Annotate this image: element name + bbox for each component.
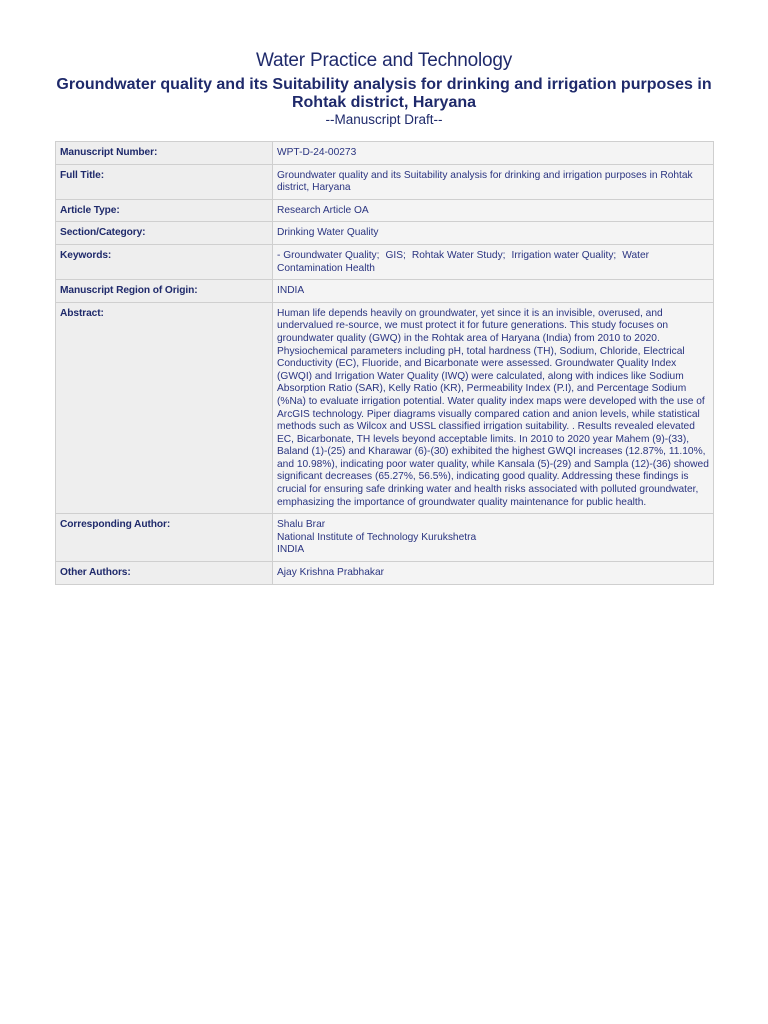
paper-title: Groundwater quality and its Suitability analysis for drinking and irrigation purposes in Rohtak district, Haryana	[56, 76, 712, 111]
keywords-label: Keywords:	[56, 244, 273, 279]
draft-label: --Manuscript Draft--	[325, 112, 443, 127]
abstract-value: Human life depends heavily on groundwater, yet since it is an invisible, overused, and undervalued re-source, we must protect it for future generations. This study focuses on groundwater quality (GWQ) in the Rohtak area of Haryana (India) from 2010 to 2020. Physiochemical parameters including pH, total hardness (TH), Sodium, Chloride, Electrical Conductivity (EC), Fluoride, and Bicarbonate were assessed. Groundwater Quality Index (GWQI) and Irrigation Water Quality (IWQ) were calculated, along with indices like Sodium Absorption Ratio (SAR), Kelly Ratio (KR), Permeability Index (P.I), and Percentage Sodium (%Na) to evaluate irrigation potential. Water quality index maps were developed with the use of ArcGIS technology. Piper diagrams visually compared cation and anion levels, while statistical methods such as Wilcox and USSL classified irrigation suitability. . Results revealed elevated EC, Bicarbonate, TH levels beyond acceptable limits. In 2010 to 2020 year Mahem (9)-(33), Baland (1)-(25) and Kharawar (6)-(30) exhibited the highest GWQI increases (12.87%, 11.10%, and 10.98%), indicating poor water quality, while Kansala (5)-(29) and Sampla (12)-(36) showed significant decreases (65.27%, 56.5%), indicating good quality. Addressing these findings is crucial for ensuring safe drinking water and health risks associated with polluted groundwater, emphasizing the importance of groundwater quality maintenance for public health.	[273, 302, 714, 514]
row-abstract	[56, 302, 714, 514]
article-type-value: Research Article OA	[273, 199, 714, 222]
section-label: Section/Category:	[56, 222, 273, 245]
keyword-item: Irrigation water Quality;	[511, 249, 617, 261]
manuscript-number-label: Manuscript Number:	[56, 142, 273, 165]
abstract-label: Abstract:	[56, 302, 273, 514]
region-label: Manuscript Region of Origin:	[56, 280, 273, 303]
keyword-item: Rohtak Water Study;	[411, 249, 506, 261]
region-value: INDIA	[273, 280, 714, 303]
keywords-value	[273, 244, 714, 279]
row-other-authors	[56, 562, 714, 585]
keyword-item: Water Contamination Health	[277, 249, 650, 274]
keyword-item: - Groundwater Quality;	[277, 249, 380, 261]
author-name: Shalu Brar	[277, 519, 326, 531]
other-authors-value: Ajay Krishna Prabhakar	[273, 562, 714, 585]
corresponding-author-label: Corresponding Author:	[56, 514, 273, 562]
author-institution: National Institute of Technology Kurukshetra	[277, 531, 477, 543]
row-full-title	[56, 164, 714, 199]
corresponding-author-value	[273, 514, 714, 562]
article-type-label: Article Type:	[56, 199, 273, 222]
row-corresponding-author	[56, 514, 714, 562]
row-article-type	[56, 199, 714, 222]
other-authors-label: Other Authors:	[56, 562, 273, 585]
keyword-item: GIS;	[385, 249, 406, 261]
section-value: Drinking Water Quality	[273, 222, 714, 245]
manuscript-number-value: WPT-D-24-00273	[273, 142, 714, 165]
manuscript-info-table	[55, 141, 714, 585]
row-region	[56, 280, 714, 303]
document-header	[0, 48, 768, 128]
full-title-value: Groundwater quality and its Suitability analysis for drinking and irrigation purposes in Rohtak district, Haryana	[273, 164, 714, 199]
row-keywords	[56, 244, 714, 279]
full-title-label: Full Title:	[56, 164, 273, 199]
row-manuscript-number	[56, 142, 714, 165]
row-section	[56, 222, 714, 245]
journal-title: Water Practice and Technology	[255, 50, 513, 71]
author-country: INDIA	[277, 544, 305, 556]
